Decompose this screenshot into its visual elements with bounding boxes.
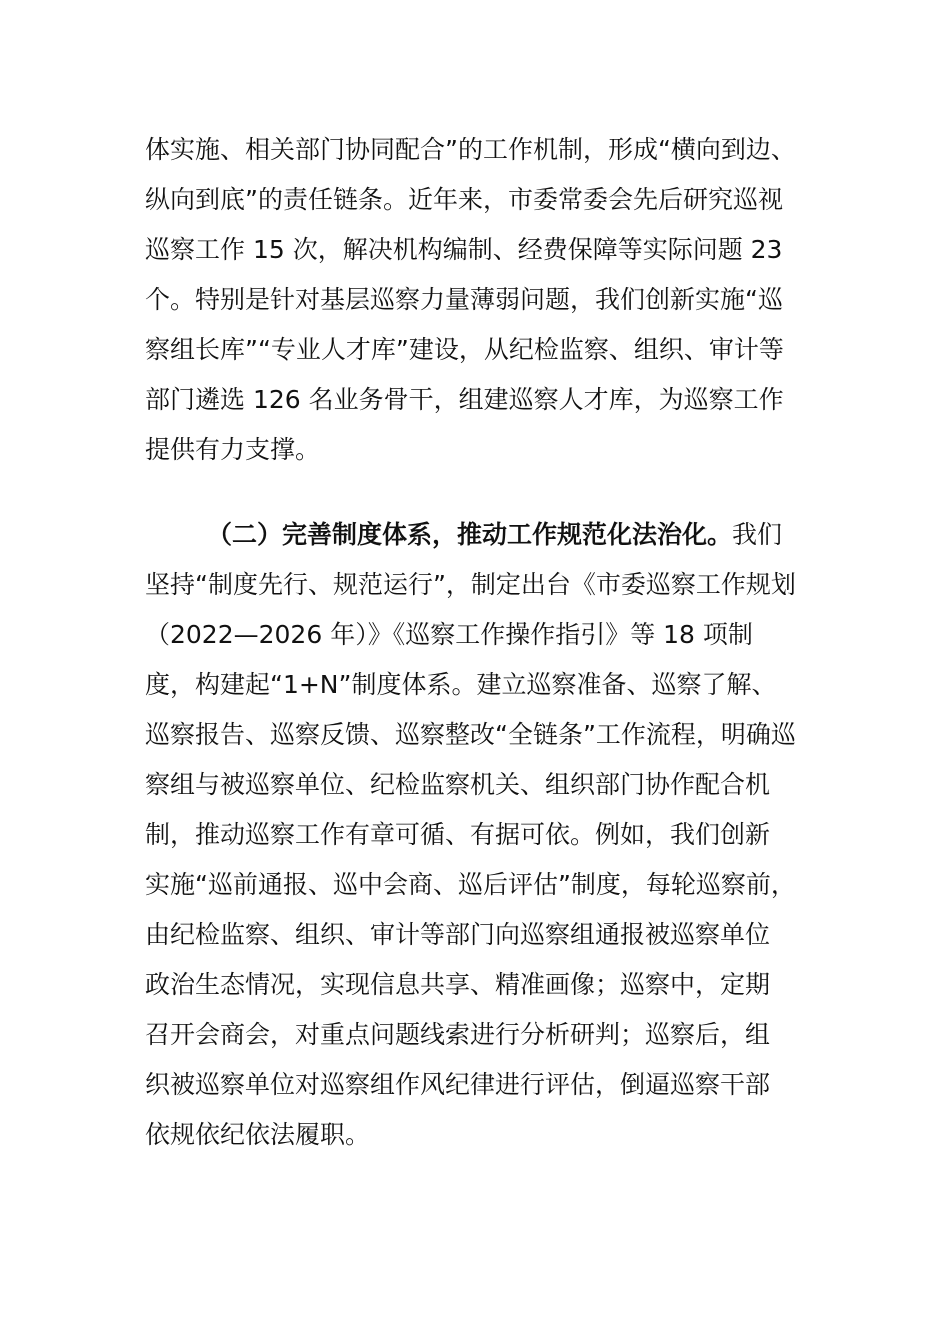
paragraph-line: 由纪检监察、组织、审计等部门向巡察组通报被巡察单位 (145, 920, 771, 949)
paragraph-2 (145, 510, 807, 1160)
paragraph-line: 坚持“制度先行、规范运行”，制定出台《市委巡察工作规划 (145, 570, 796, 599)
section-heading: （二）完善制度体系，推动工作规范化法治化。 (207, 520, 733, 549)
paragraph-line: 度，构建起“1+N”制度体系。建立巡察准备、巡察了解、 (145, 670, 777, 699)
paragraph-first-line (145, 510, 807, 560)
paragraph-line: 政治生态情况，实现信息共享、精准画像；巡察中，定期 (145, 970, 771, 999)
paragraph-line: 纵向到底”的责任链条。近年来，市委常委会先后研究巡视 (145, 185, 783, 214)
paragraph-line: 依规依纪依法履职。 (145, 1120, 371, 1149)
paragraph-line: 巡察工作 15 次，解决机构编制、经费保障等实际问题 23 (145, 235, 783, 264)
paragraph-line: 察组长库”“专业人才库”建设，从纪检监察、组织、审计等 (145, 335, 784, 364)
paragraph-line: 召开会商会，对重点问题线索进行分析研判；巡察后，组 (145, 1020, 771, 1049)
paragraph-line: 实施“巡前通报、巡中会商、巡后评估”制度，每轮巡察前， (145, 870, 796, 899)
paragraph-line: 察组与被巡察单位、纪检监察机关、组织部门协作配合机 (145, 770, 771, 799)
paragraph-1 (145, 125, 807, 475)
paragraph-line: 织被巡察单位对巡察组作风纪律进行评估，倒逼巡察干部 (145, 1070, 771, 1099)
paragraph-line: 提供有力支撑。 (145, 435, 321, 464)
paragraph-line: 制，推动巡察工作有章可循、有据可依。例如，我们创新 (145, 820, 771, 849)
paragraph-line: （2022—2026 年）》《巡察工作操作指引》等 18 项制 (145, 620, 753, 649)
paragraph-line-rest: 我们 (732, 520, 783, 549)
paragraph-line: 巡察报告、巡察反馈、巡察整改“全链条”工作流程，明确巡 (145, 720, 796, 749)
paragraph-line: 部门遴选 126 名业务骨干，组建巡察人才库，为巡察工作 (145, 385, 784, 414)
paragraph-line: 体实施、相关部门协同配合”的工作机制，形成“横向到边、 (145, 135, 796, 164)
paragraph-line: 个。特别是针对基层巡察力量薄弱问题，我们创新实施“巡 (145, 285, 783, 314)
